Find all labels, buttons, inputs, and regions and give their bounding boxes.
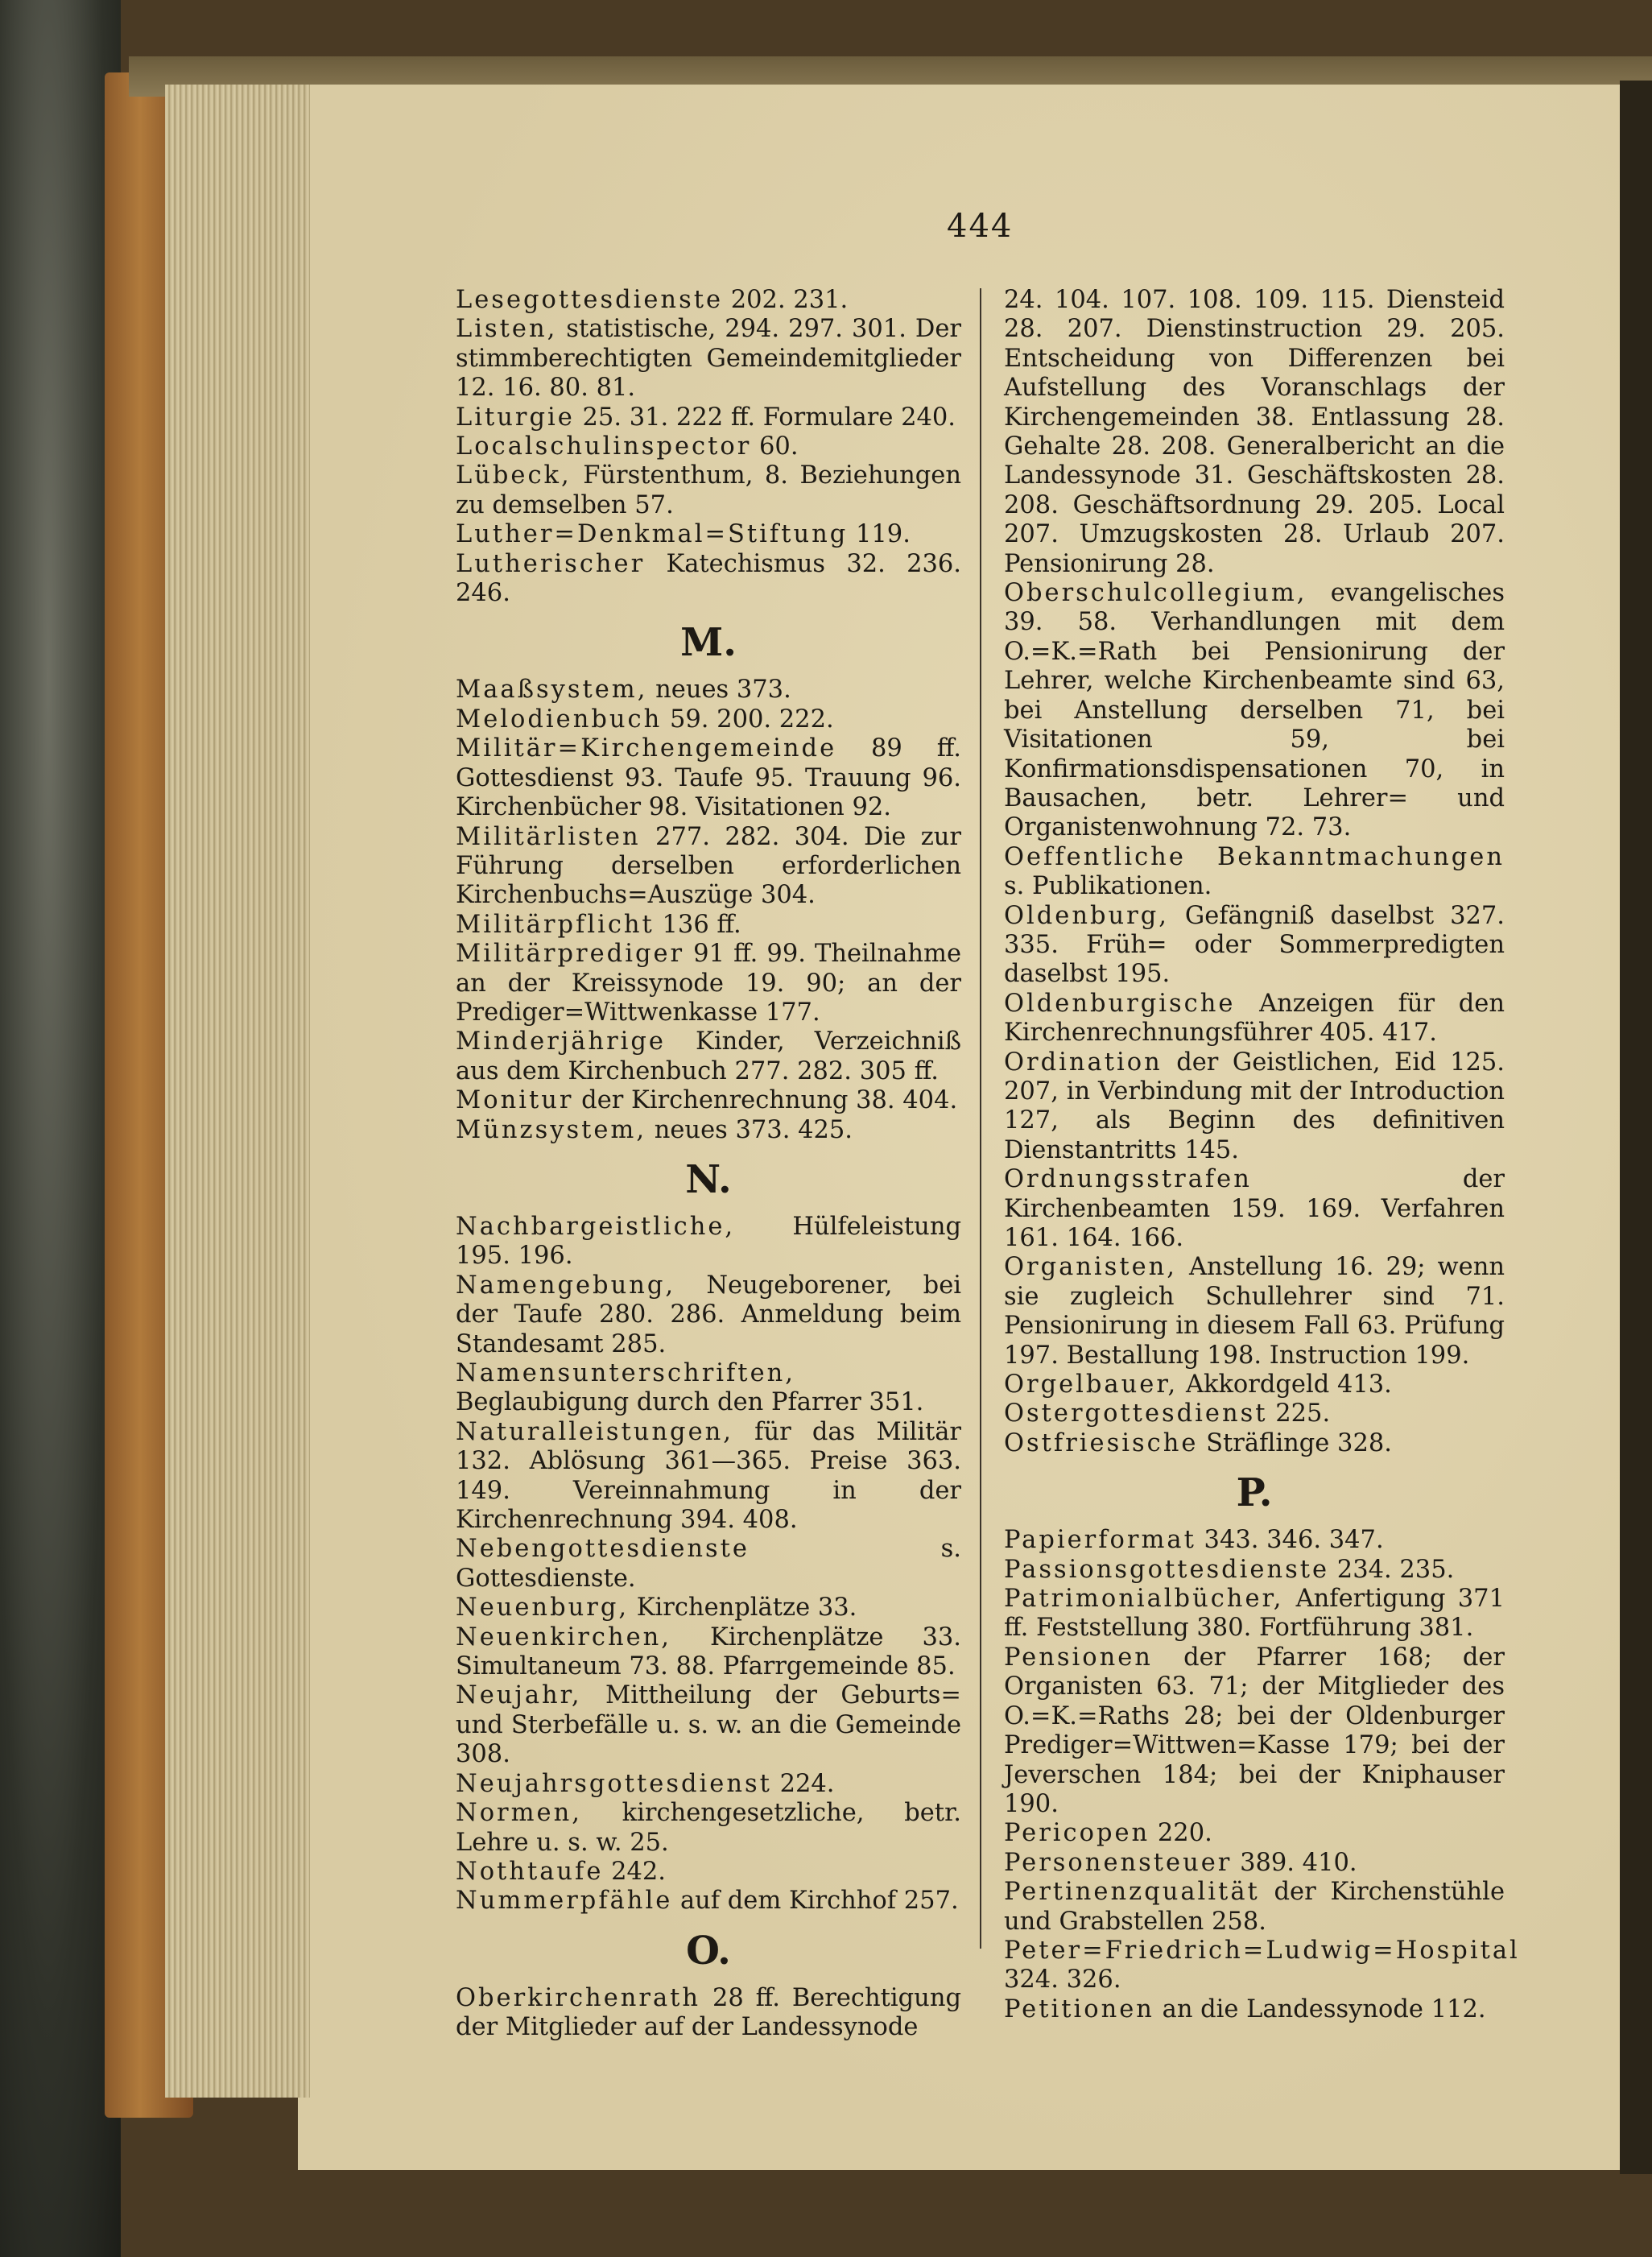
entry-references: Akkordgeld 413. [1178, 1370, 1392, 1399]
entry-references: neues 373. 425. [646, 1115, 853, 1144]
entry-headword: Peter=Friedrich=Ludwig=Hospital [1004, 1936, 1520, 1965]
entry-headword: Nothtaufe [456, 1857, 604, 1886]
entry-references: 202. 231. [723, 286, 849, 314]
entry-headword: Neuenburg, [456, 1594, 630, 1622]
right-shadow [1620, 81, 1652, 2174]
index-column-right [1004, 286, 1520, 2024]
index-entry [1004, 1643, 1505, 1819]
entry-headword: Nummerpfähle [456, 1887, 673, 1916]
index-entry [456, 1984, 961, 2043]
index-entry [1004, 1556, 1505, 1585]
section-letter: O. [686, 1928, 731, 1974]
entry-headword: Oldenburg, [1004, 901, 1169, 930]
entry-references: 24. 104. 107. 108. 109. 115. Diensteid 28. 207. Dienstinstruction 29. 205. Entscheidung von Differenzen bei Aufstellung des Voranschlags der Kirchengemeinden 38. Entlassung 28. Gehalte 28. 208. Generalbericht an die Landessynode 31. Geschäftskosten 28. 208. Geschäftsordnung 29. 205. Local 207. Umzugskosten 28. Urlaub 207. Pensionirung 28. [1004, 286, 1505, 578]
entry-references: 389. 410. [1232, 1848, 1357, 1877]
entry-references: Anfertigung 371 ff. Feststellung 380. Fortführung 381. [1004, 1585, 1505, 1643]
index-entry [456, 1594, 961, 1622]
index-entry [456, 550, 961, 609]
entry-headword: Pericopen [1004, 1819, 1150, 1848]
entry-references: Gefängniß daselbst 327. 335. Früh= oder Sommerpredigten daselbst 195. [1004, 901, 1505, 989]
entry-references: Mittheilung der Geburts= und Sterbefälle u. s. w. an die Gemeinde 308. [456, 1681, 961, 1769]
index-entry [1004, 1849, 1505, 1878]
entry-headword: Oldenburgische [1004, 989, 1236, 1018]
entry-references: 89 ff. Gottesdienst 93. Taufe 95. Trauung 96. Kirchenbücher 98. Visitationen 92. [456, 734, 961, 822]
index-entry [456, 1271, 961, 1359]
index-entry [1004, 1878, 1505, 1937]
entry-headword: Neuenkirchen, [456, 1622, 672, 1651]
entry-headword: Namengebung, [456, 1271, 676, 1300]
entry-references: der Geistlichen, Eid 125. 207, in Verbindung mit der Introduction 127, als Beginn des definitiven Dienstantritts 145. [1004, 1048, 1505, 1164]
entry-references: Kirchenplätze 33. [629, 1594, 857, 1622]
entry-references: Sträflinge 328. [1198, 1428, 1392, 1457]
entry-references: Hülfeleistung 195. 196. [456, 1212, 961, 1271]
entry-headword: Neujahr, [456, 1681, 582, 1710]
entry-headword: Papierformat [1004, 1526, 1196, 1555]
index-entry [456, 461, 961, 520]
entry-references: 59. 200. 222. [662, 705, 834, 734]
index-entry [456, 286, 961, 315]
index-entry [456, 1887, 961, 1916]
entry-headword: Ostergottesdienst [1004, 1399, 1268, 1428]
index-entry [456, 520, 961, 549]
entry-headword: Lutherischer [456, 549, 646, 578]
index-entry [1004, 286, 1505, 579]
index-entry [456, 911, 961, 940]
index-entry [1004, 1165, 1505, 1253]
entry-references: statistische, 294. 297. 301. Der stimmberechtigten Gemeindemitglieder 12. 16. 80. 81. [456, 315, 961, 403]
entry-references: 25. 31. 222 ff. Formulare 240. [574, 403, 956, 432]
index-entry [1004, 902, 1505, 990]
section-letter: M. [680, 620, 737, 666]
index-entry [456, 1858, 961, 1887]
entry-references: Kirchenplätze 33. Simultaneum 73. 88. Pfarrgemeinde 85. [456, 1622, 961, 1681]
index-entry [456, 1213, 961, 1271]
entry-references: Katechismus 32. 236. 246. [456, 549, 961, 608]
entry-headword: Lesegottesdienste [456, 286, 724, 314]
entry-references: Fürstenthum, 8. Beziehungen zu demselben 57. [456, 461, 961, 519]
entry-headword: Liturgie [456, 403, 575, 432]
entry-headword: Oberschulcollegium, [1004, 579, 1307, 608]
entry-headword: Orgelbauer, [1004, 1370, 1179, 1399]
entry-headword: Ordination [1004, 1048, 1163, 1077]
entry-references: 119. [848, 520, 911, 549]
entry-references: Beglaubigung durch den Pfarrer 351. [456, 1388, 924, 1417]
page-number: 444 [947, 208, 1014, 245]
entry-headword: Lübeck, [456, 461, 572, 490]
entry-headword: Nebengottesdienste [456, 1535, 750, 1564]
entry-headword: Ordnungsstrafen [1004, 1165, 1252, 1194]
index-entry [1004, 1936, 1520, 1995]
entry-references: der Pfarrer 168; der Organisten 63. 71; der Mitglieder des O.=K.=Raths 28; bei der Oldenburger Prediger=Wittwen=Kasse 179; bei der Jeverschen 184; bei der Kniphauser 190. [1004, 1643, 1505, 1818]
entry-headword: Neujahrsgottesdienst [456, 1769, 772, 1798]
index-entry [1004, 1995, 1505, 2024]
entry-references: 224. [771, 1769, 835, 1798]
entry-references: an die Landessynode 112. [1154, 1995, 1486, 2023]
marbled-cover [0, 0, 121, 2257]
entry-references: s. Gottesdienste. [456, 1535, 961, 1593]
entry-references: 234. 235. [1329, 1555, 1455, 1584]
entry-references: evangelisches 39. 58. Verhandlungen mit dem O.=K.=Rath bei Pensionirung der Lehrer, welche Kirchenbeamte sind 63, bei Anstellung derselben 71, bei Visitationen 59, bei Konfirmationsdispensationen 70, in Bausachen, betr. Lehrer= und Organistenwohnung 72. 73. [1004, 579, 1505, 842]
index-entry [1004, 1819, 1505, 1848]
page-stack-edge [165, 85, 310, 2098]
entry-references: für das Militär 132. Ablösung 361—365. Preise 363. 149. Vereinnahmung in der Kirchenrechnung 394. 408. [456, 1417, 961, 1535]
index-entry [1004, 1585, 1505, 1643]
index-entry [1004, 1370, 1505, 1399]
entry-headword: Passionsgottesdienste [1004, 1555, 1330, 1584]
entry-headword: Melodienbuch [456, 705, 663, 734]
entry-headword: Münzsystem, [456, 1115, 647, 1144]
index-entry [456, 705, 961, 734]
entry-headword: Personensteuer [1004, 1848, 1233, 1877]
entry-references: der Kirchenrechnung 38. 404. [573, 1086, 958, 1115]
index-entry [456, 1359, 961, 1418]
entry-headword: Monitur [456, 1086, 574, 1115]
index-entry [1004, 1399, 1505, 1428]
index-entry [456, 1086, 961, 1115]
entry-headword: Naturalleistungen, [456, 1417, 733, 1446]
index-entry [456, 1623, 961, 1682]
index-entry [456, 403, 961, 432]
entry-headword: Militärpflicht [456, 910, 655, 939]
entry-headword: Militärprediger [456, 940, 685, 969]
entry-references: 136 ff. [654, 910, 741, 939]
entry-headword: Normen, [456, 1799, 582, 1828]
entry-references: 242. [603, 1857, 666, 1886]
index-entry [1004, 843, 1505, 902]
entry-references: 91 ff. 99. Theilnahme an der Kreissynode 19. 90; an der Prediger=Wittwenkasse 177. [456, 940, 961, 1027]
index-entry [456, 1770, 961, 1799]
entry-headword: Listen, [456, 315, 558, 344]
entry-references: 28 ff. Berechtigung der Mitglieder auf der Landessynode [456, 1983, 961, 2042]
index-entry [1004, 579, 1505, 843]
entry-headword: Localschulinspector [456, 432, 752, 461]
entry-headword: Militär=Kirchengemeinde [456, 734, 837, 763]
section-letter: P. [1236, 1470, 1273, 1516]
index-entry [456, 1799, 961, 1858]
entry-headword: Minderjährige [456, 1027, 666, 1056]
entry-headword: Namensunterschriften, [456, 1359, 795, 1387]
entry-references: s. Publikationen. [1004, 872, 1212, 901]
index-entry [456, 432, 961, 461]
index-entry [1004, 990, 1505, 1048]
index-entry [456, 823, 961, 911]
entry-headword: Organisten, [1004, 1253, 1177, 1282]
index-entry [456, 315, 961, 403]
entry-headword: Pensionen [1004, 1643, 1153, 1672]
entry-headword: Luther=Denkmal=Stiftung [456, 520, 849, 549]
index-entry [456, 1535, 961, 1594]
entry-references: 60. [751, 432, 799, 461]
entry-headword: Patrimonialbücher, [1004, 1585, 1284, 1614]
index-column-left [456, 286, 961, 2043]
entry-references: der Kirchenbeamten 159. 169. Verfahren 161. 164. 166. [1004, 1165, 1505, 1252]
entry-headword: Petitionen [1004, 1995, 1154, 2023]
entry-headword: Nachbargeistliche, [456, 1212, 736, 1241]
index-entry [456, 1681, 961, 1769]
index-entry [456, 1116, 961, 1145]
index-entry [456, 940, 961, 1027]
entry-references: neues 373. [647, 676, 791, 705]
entry-references: auf dem Kirchhof 257. [672, 1887, 959, 1916]
entry-references: kirchengesetzliche, betr. Lehre u. s. w. 25. [456, 1799, 961, 1857]
section-letter: N. [685, 1156, 732, 1202]
index-entry [456, 734, 961, 822]
entry-references: Anstellung 16. 29; wenn sie zugleich Schullehrer sind 71. Pensionirung in diesem Fall 63. Prüfung 197. Bestallung 198. Instruction 199. [1004, 1253, 1505, 1370]
entry-references: Kinder, Verzeichniß aus dem Kirchenbuch 277. 282. 305 ff. [456, 1027, 961, 1085]
entry-references: Anzeigen für den Kirchenrechnungsführer 405. 417. [1004, 989, 1505, 1048]
index-entry [1004, 1429, 1505, 1458]
entry-references: Neugeborener, bei der Taufe 280. 286. Anmeldung beim Standesamt 285. [456, 1271, 961, 1358]
entry-headword: Oeffentliche Bekanntmachungen [1004, 842, 1505, 871]
entry-references: der Kirchenstühle und Grabstellen 258. [1004, 1878, 1505, 1936]
index-entry [456, 1418, 961, 1536]
entry-references: 277. 282. 304. Die zur Führung derselben erforderlichen Kirchenbuchs=Auszüge 304. [456, 822, 961, 910]
index-entry [1004, 1048, 1505, 1166]
index-entry [456, 676, 961, 705]
entry-headword: Militärlisten [456, 822, 641, 851]
index-entry [1004, 1253, 1505, 1370]
entry-headword: Pertinenzqualität [1004, 1878, 1260, 1907]
entry-references: 225. [1267, 1399, 1331, 1428]
entry-references: 220. [1150, 1819, 1212, 1848]
entry-headword: Maaßsystem, [456, 676, 648, 705]
entry-references: 343. 346. 347. [1196, 1526, 1384, 1555]
index-entry [1004, 1526, 1505, 1555]
entry-headword: Ostfriesische [1004, 1428, 1199, 1457]
column-divider [980, 288, 981, 1949]
entry-references: 324. 326. [1004, 1966, 1121, 1995]
entry-headword: Oberkirchenrath [456, 1983, 701, 2012]
index-entry [456, 1027, 961, 1086]
